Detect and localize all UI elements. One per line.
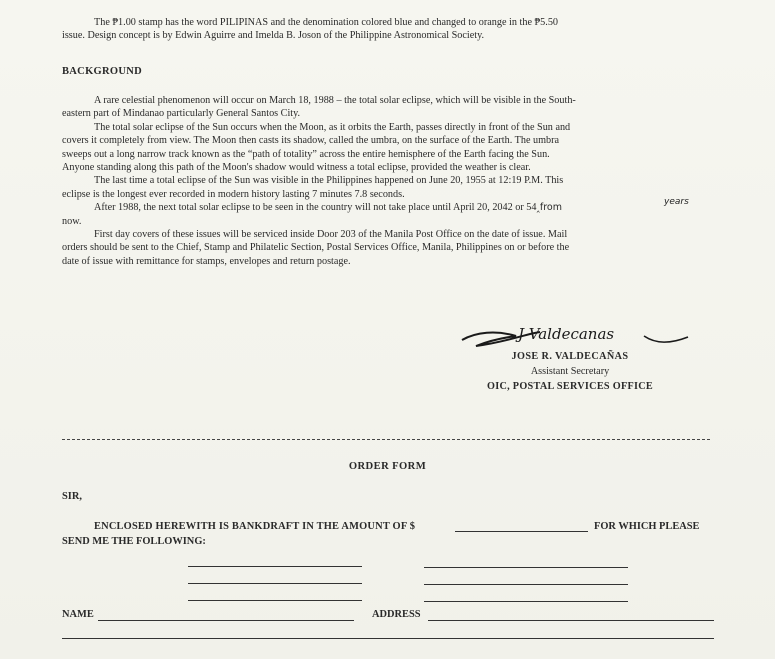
item-field[interactable] [424,601,628,602]
background-line: eastern part of Mindanao particularly General Santos City. [62,108,301,120]
background-line: The last time a total eclipse of the Sun was visible in the Philippines happened on June 20, 1955 at 12:19 P.M. This [94,175,564,187]
for-which-text: FOR WHICH PLEASE [594,521,700,532]
background-heading: BACKGROUND [62,66,143,77]
background-text [62,94,714,268]
name-label: NAME [62,609,94,620]
background-line: A rare celestial phenomenon will occur on March 18, 1988 – the total solar eclipse, which will be visible in the South- [94,95,576,106]
intro-paragraph [62,16,714,43]
item-field[interactable] [424,567,628,568]
handwritten-from: from [539,202,562,214]
salutation: SIR, [62,491,82,502]
item-field[interactable] [188,583,362,584]
enclosed-text: ENCLOSED HEREWITH IS BANKDRAFT IN THE AMOUNT OF $ [94,521,416,532]
item-field[interactable] [424,584,628,585]
intro-line: issue. Design concept is by Edwin Aguirre and Imelda B. Joson of the Philippine Astronomical Society. [62,30,485,42]
intro-line: The ₱1.00 stamp has the word PILIPINAS and the denomination colored blue and changed to orange in the ₱5.50 [94,17,559,28]
background-line: First day covers of these issues will be serviced inside Door 203 of the Manila Post Office on the date of issue. Mail [94,229,568,241]
signatory-name: JOSE R. VALDECAÑAS [511,351,629,362]
handwritten-insertion: years [664,197,689,207]
background-line: date of issue with remittance for stamps, envelopes and return postage. [62,255,351,267]
background-line: sweeps out a long narrow track known as the “path of totality” across the entire hemisphere of the Earth facing the Sun. [62,148,550,160]
order-form-title: ORDER FORM [348,461,427,472]
item-field[interactable] [188,566,362,567]
background-line-text: After 1988, the next total solar eclipse to be seen in the country will not take place until April 20, 2042 or 54 [94,202,537,214]
cut-line-divider [62,439,710,440]
address-label: ADDRESS [372,609,421,620]
signature-graphic [456,322,696,352]
signature-script: J Valdecanas [518,325,615,343]
background-line: covers it completely from view. The Moon then casts its shadow, called the umbra, on the surface of the Earth. The umbra [62,135,560,147]
background-line: The total solar eclipse of the Sun occurs when the Moon, as it orbits the Earth, passes directly in front of the Sun and [94,121,571,133]
address-field[interactable] [428,620,714,621]
background-line: orders should be sent to the Chief, Stamp and Philatelic Section, Postal Services Office, Manila, Philippines on or before the [62,242,570,254]
name-field[interactable] [98,620,354,621]
amount-field[interactable] [455,531,588,532]
signatory-office: OIC, POSTAL SERVICES OFFICE [486,381,654,392]
signature-block [470,349,670,394]
background-line: After 1988, the next total solar eclipse to be seen in the country will not take place until April 20, 2042 or 54‸from [94,202,562,214]
background-line: Anyone standing along this path of the Moon's shadow would witness a total eclipse, provided the weather is clear. [62,162,531,174]
send-text: SEND ME THE FOLLOWING: [62,536,206,547]
address-field-continued[interactable] [62,638,714,639]
item-field[interactable] [188,600,362,601]
background-line: now. [62,215,82,227]
background-line: eclipse is the longest ever recorded in modern history lasting 7 minutes 7.8 seconds. [62,188,405,200]
signatory-title: Assistant Secretary [530,366,610,377]
